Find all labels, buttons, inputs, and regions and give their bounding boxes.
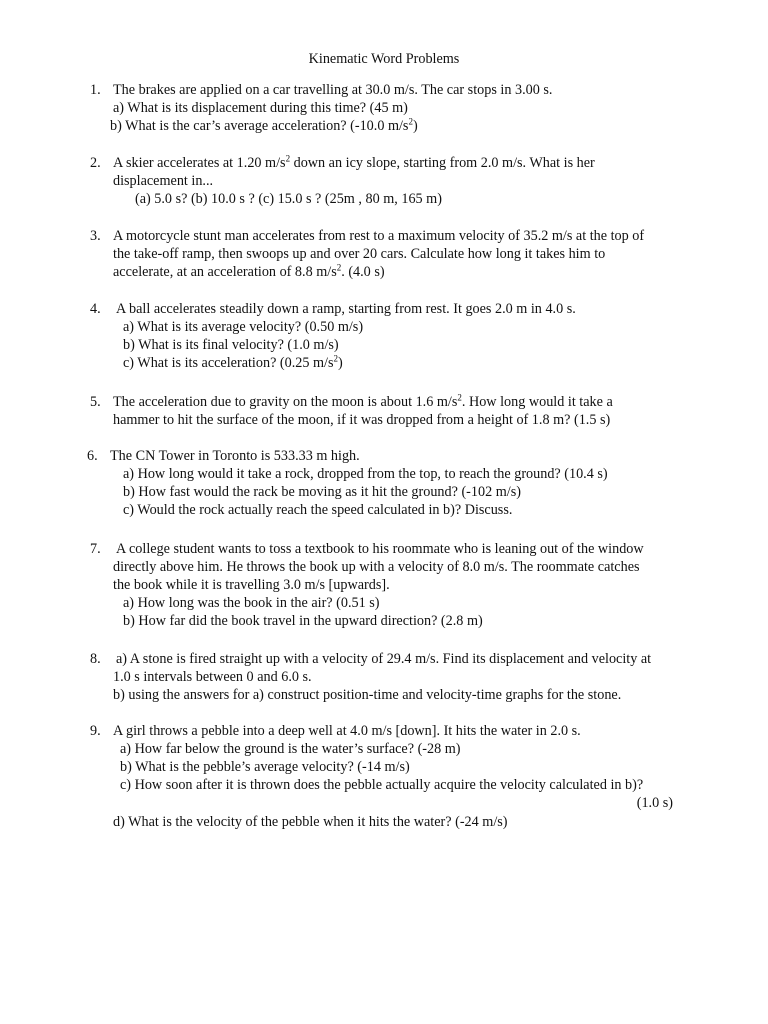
text-fragment: ) <box>412 118 418 134</box>
problem-text-line: The CN Tower in Toronto is 533.33 m high. <box>110 448 360 464</box>
problem-text-line: displacement in... <box>113 173 214 189</box>
problem-text-line: 1.0 s intervals between 0 and 6.0 s. <box>113 669 312 685</box>
problem-text-line: The brakes are applied on a car travelling at 30.0 m/s. The car stops in 3.00 s. <box>113 82 553 98</box>
problem-text-line: b) What is its final velocity? (1.0 m/s) <box>123 337 339 353</box>
problem-text-line: b) What is the pebble’s average velocity? (-14 m/s) <box>120 759 410 775</box>
text-fragment: b) What is the car’s average acceleration? (-10.0 m/s <box>110 118 409 134</box>
problem-text-line: directly above him. He throws the book up with a velocity of 8.0 m/s. The roommate catches <box>113 559 640 575</box>
problem-text-line: a) How long would it take a rock, dropped from the top, to reach the ground? (10.4 s) <box>123 466 608 482</box>
text-fragment: The acceleration due to gravity on the moon is about 1.6 m/s <box>113 394 458 410</box>
text-fragment: . How long would it take a <box>461 394 613 410</box>
problem-number: 2. <box>90 155 101 171</box>
problem-text-line: A college student wants to toss a textbook to his roommate who is leaning out of the window <box>116 541 644 557</box>
text-fragment: . (4.0 s) <box>341 264 385 280</box>
problem-number: 5. <box>90 394 101 410</box>
problem-number: 6. <box>87 448 98 464</box>
superscript-exponent: 2 <box>285 153 291 164</box>
problem-text-line: b) using the answers for a) construct position-time and velocity-time graphs for the stone. <box>113 687 622 703</box>
problem-text-line: the take-off ramp, then swoops up and over 20 cars. Calculate how long it takes him to <box>113 246 606 262</box>
problem-text-line: a) How far below the ground is the water’s surface? (-28 m) <box>120 741 461 757</box>
text-fragment: accelerate, at an acceleration of 8.8 m/s <box>113 264 337 280</box>
problem-text-line: (1.0 s) <box>636 795 673 811</box>
text-fragment: c) What is its acceleration? (0.25 m/s <box>123 355 334 371</box>
problem-text-line <box>113 263 385 281</box>
problem-text-line: c) How soon after it is thrown does the pebble actually acquire the velocity calculated in b)? <box>120 777 644 793</box>
problem-text-line <box>110 117 418 135</box>
problem-text-line: c) Would the rock actually reach the speed calculated in b)? Discuss. <box>123 502 513 518</box>
problem-text-line: d) What is the velocity of the pebble when it hits the water? (-24 m/s) <box>113 814 508 830</box>
problem-text-line: A girl throws a pebble into a deep well at 4.0 m/s [down]. It hits the water in 2.0 s. <box>113 723 581 739</box>
problem-text-line: a) What is its average velocity? (0.50 m/s) <box>123 319 364 335</box>
problem-text-line: A ball accelerates steadily down a ramp, starting from rest. It goes 2.0 m in 4.0 s. <box>116 301 576 317</box>
problem-number: 9. <box>90 723 101 739</box>
problem-text-line: b) How fast would the rack be moving as it hit the ground? (-102 m/s) <box>123 484 521 500</box>
problem-number: 1. <box>90 82 101 98</box>
superscript-exponent: 2 <box>336 262 342 273</box>
text-fragment: ) <box>338 355 343 371</box>
superscript-exponent: 2 <box>457 392 462 403</box>
problem-number: 3. <box>90 228 101 244</box>
problem-text-line <box>113 154 595 172</box>
problem-text-line: (a) 5.0 s? (b) 10.0 s ? (c) 15.0 s ? (25m , 80 m, 165 m) <box>135 191 442 207</box>
problem-text-line: A motorcycle stunt man accelerates from rest to a maximum velocity of 35.2 m/s at the top of <box>113 228 645 244</box>
problem-number: 7. <box>90 541 101 557</box>
problem-text-line: a) What is its displacement during this time? (45 m) <box>113 100 408 116</box>
problem-text-line: a) A stone is fired straight up with a velocity of 29.4 m/s. Find its displacement and velocity at <box>116 651 652 667</box>
superscript-exponent: 2 <box>408 116 413 127</box>
superscript-exponent: 2 <box>333 353 339 364</box>
problem-number: 4. <box>90 301 101 317</box>
problem-text-line: the book while it is travelling 3.0 m/s [upwards]. <box>113 577 390 593</box>
problem-text-line: a) How long was the book in the air? (0.51 s) <box>123 595 380 611</box>
problem-text-line: hammer to hit the surface of the moon, if it was dropped from a height of 1.8 m? (1.5 s) <box>113 412 611 428</box>
problem-text-line <box>123 354 343 372</box>
text-fragment: down an icy slope, starting from 2.0 m/s. What is her <box>290 155 595 171</box>
problem-text-line <box>113 393 613 411</box>
problem-text-line: b) How far did the book travel in the upward direction? (2.8 m) <box>123 613 483 629</box>
text-fragment: A skier accelerates at 1.20 m/s <box>113 155 286 171</box>
page-title: Kinematic Word Problems <box>308 51 460 67</box>
problem-number: 8. <box>90 651 101 667</box>
